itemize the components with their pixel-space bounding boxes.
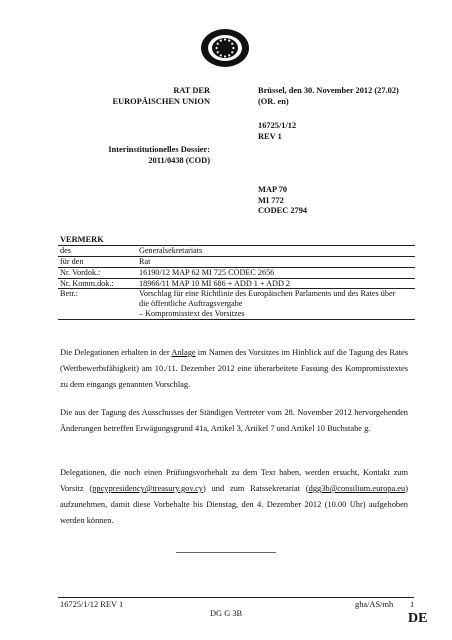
table-row <box>58 256 415 267</box>
row-key: Nr. Komm.dok.: <box>60 278 114 288</box>
text: ) und zum Ratssekretariat ( <box>203 483 309 493</box>
text: Die Delegationen erhalten in der <box>60 348 172 357</box>
dossier-number: 2011/0438 (COD) <box>148 155 210 165</box>
row-key: für den <box>60 256 84 266</box>
code-codec: CODEC 2794 <box>258 206 308 215</box>
table-row <box>58 246 415 257</box>
annex-link[interactable]: Anlage <box>171 348 196 357</box>
row-key: Betr.: <box>60 289 78 299</box>
row-value: Rat <box>139 256 151 266</box>
table-row <box>58 278 415 289</box>
original-language: (OR. en) <box>258 96 289 106</box>
place-date: Brüssel, den 30. November 2012 (27.02) <box>258 86 399 95</box>
footer-page-number: 1 <box>410 600 415 609</box>
row-value: 18966/11 MAP 10 MI 686 + ADD 1 + ADD 2 <box>139 278 291 288</box>
footer-directorate: DG G 3B <box>210 609 243 618</box>
vermerk-table <box>58 245 415 320</box>
row-key: Nr. Vordok.: <box>60 267 101 277</box>
footer-doc-ref: 16725/1/12 REV 1 <box>60 600 124 609</box>
org-line-2: EUROPÄISCHEN UNION <box>112 96 210 106</box>
code-mi: MI 772 <box>258 195 284 205</box>
subject-line-3: – Kompromisstext des Vorsitzes <box>139 309 245 319</box>
paragraph-changes: Die aus der Tagung des Ausschusses der Ständigen Vertreter vom 28. November 2012 hervorgehenden Änderungen betreffen Erwägungsgrund 41a, Artikel 3, Artikel 7 und Artikel 10 Buchstabe g. <box>60 408 408 433</box>
row-value: 16190/12 MAP 62 MI 725 CODEC 2656 <box>139 267 275 277</box>
paragraph-annex <box>60 345 408 393</box>
footer-initials: gha/AS/mh <box>355 600 394 609</box>
footer-language-code: DE <box>408 611 428 626</box>
footer-divider <box>58 597 414 598</box>
secretariat-email-link[interactable]: dgg3b@consilium.europa.eu <box>308 483 406 493</box>
subject-line-1: Vorschlag für eine Richtlinie des Europäischen Parlaments und des Rates über <box>139 289 396 299</box>
row-key: des <box>60 246 71 255</box>
date-block <box>258 86 438 142</box>
revision: REV 1 <box>258 131 282 141</box>
table-row <box>58 267 415 278</box>
separator-line <box>176 552 276 553</box>
text: ) aufzunehmen, damit diese Vorbehalte bis Dienstag, den 4. Dezember 2012 (10.00 Uhr) aufgehoben werden können. <box>60 483 408 525</box>
dossier-label: Interinstitutionelles Dossier: <box>108 145 210 154</box>
subject-line-2: die öffentliche Auftragsvergabe <box>139 299 243 309</box>
code-map: MAP 70 <box>258 185 288 194</box>
table-row <box>58 289 415 320</box>
classification-codes <box>258 185 408 217</box>
text: Delegationen, die noch einen Prüfungsvorbehalt zu dem Text haben, werden ersucht, Kontakt zum Vorsitz ( <box>60 468 408 493</box>
text: im Namen des Vorsitzes im Hinblick auf die Tagung des Rates (Wettbewerbsfähigkeit) am 10./11. Dezember 2012 eine überarbeitete Fassung des Kompromisstextes zu dem eingangs genannten Vorschlag. <box>60 348 408 389</box>
council-emblem-icon <box>199 26 251 70</box>
paragraph-reservations <box>60 465 408 529</box>
document-number: 16725/1/12 <box>258 121 297 130</box>
issuing-body <box>60 86 210 107</box>
presidency-email-link[interactable]: ppcypresidency@treasury.gov.cy <box>92 483 203 493</box>
vermerk-title: VERMERK <box>60 235 104 244</box>
subject-value <box>137 289 415 320</box>
row-value: Generalsekretariats <box>139 246 203 255</box>
interinstitutional-dossier <box>60 145 210 166</box>
org-line-1: RAT DER <box>173 86 210 95</box>
